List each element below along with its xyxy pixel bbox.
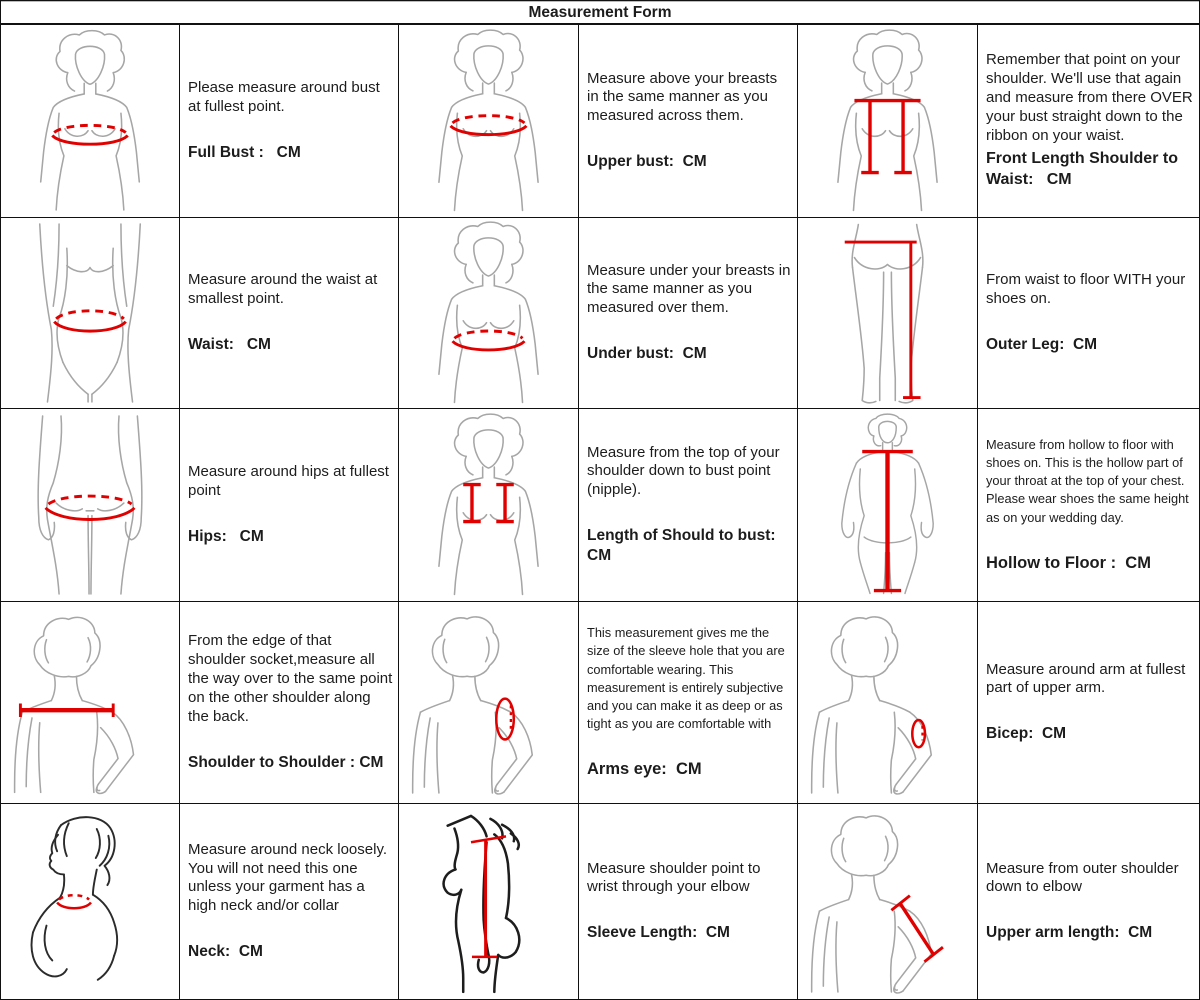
hollow-to-floor-figure bbox=[798, 409, 978, 602]
measure-instruction: Measure shoulder point to wrist through your elbow bbox=[587, 859, 761, 896]
measure-instruction: Measure around neck loosely. You will not need this one unless your garment has a high neck and/or collar bbox=[188, 840, 387, 915]
measure-instruction: Measure from the top of your shoulder down to bust point (nipple). bbox=[587, 443, 780, 499]
waist-illustration bbox=[3, 220, 177, 406]
measure-instruction: Measure around arm at fullest part of upper arm. bbox=[986, 660, 1186, 697]
measure-label: Front Length Shoulder to Waist: CM bbox=[986, 149, 1183, 188]
measure-instruction: Measure from hollow to floor with shoes on. This is the hollow part of your throat at the top of your chest. Please wear shoes the same height as on your wedding day. bbox=[986, 436, 1189, 525]
hips-figure bbox=[1, 409, 180, 602]
measure-label: Hollow to Floor : CM bbox=[986, 553, 1151, 572]
upper-arm-length-figure bbox=[798, 804, 978, 999]
shoulder-to-shoulder-illustration bbox=[3, 604, 177, 801]
front-length-illustration bbox=[800, 27, 975, 215]
sleeve-length-text-cell bbox=[579, 804, 798, 999]
measure-label: Full Bust : CM bbox=[188, 143, 301, 161]
upper-arm-length-illustration bbox=[800, 806, 975, 997]
sleeve-length-illustration bbox=[401, 806, 576, 997]
outer-leg-text-cell bbox=[978, 218, 1199, 409]
measure-label: Neck: CM bbox=[188, 943, 263, 961]
measure-label: Shoulder to Shoulder : CM bbox=[188, 753, 384, 771]
arms-eye-figure bbox=[399, 602, 579, 804]
under-bust-text-cell bbox=[579, 218, 798, 409]
measure-instruction: Measure around the waist at smallest point. bbox=[188, 271, 378, 307]
arms-eye-illustration bbox=[401, 604, 576, 801]
upper-bust-figure bbox=[399, 25, 579, 218]
neck-illustration bbox=[3, 806, 177, 997]
measure-label: Sleeve Length: CM bbox=[587, 924, 730, 942]
outer-leg-illustration bbox=[800, 220, 975, 406]
shoulder-to-shoulder-figure bbox=[1, 602, 180, 804]
neck-figure bbox=[1, 804, 180, 999]
measure-label: Upper bust: CM bbox=[587, 153, 707, 171]
upper-arm-length-text-cell bbox=[978, 804, 1199, 999]
front-length-figure bbox=[798, 25, 978, 218]
shoulder-to-bust-illustration bbox=[401, 411, 576, 599]
waist-figure bbox=[1, 218, 180, 409]
shoulder-to-shoulder-text-cell bbox=[180, 602, 399, 804]
full-bust-illustration bbox=[3, 27, 177, 215]
bicep-illustration bbox=[800, 604, 975, 801]
full-bust-text-cell bbox=[180, 25, 399, 218]
outer-leg-figure bbox=[798, 218, 978, 409]
upper-bust-illustration bbox=[401, 27, 576, 215]
sleeve-length-figure bbox=[399, 804, 579, 999]
measure-label: Length of Should to bust: CM bbox=[587, 527, 785, 565]
measure-instruction: Measure from outer shoulder down to elbow bbox=[986, 859, 1179, 896]
measure-instruction: Measure above your breasts in the same manner as you measured across them. bbox=[587, 69, 778, 125]
measure-label: Outer Leg: CM bbox=[986, 335, 1098, 353]
bicep-figure bbox=[798, 602, 978, 804]
hollow-to-floor-text-cell bbox=[978, 409, 1199, 602]
measure-label: Bicep: CM bbox=[986, 725, 1067, 743]
hollow-to-floor-illustration bbox=[800, 411, 975, 599]
hips-text-cell bbox=[180, 409, 399, 602]
measure-instruction: Measure under your breasts in the same manner as you measured over them. bbox=[587, 261, 791, 317]
page-title: Measurement Form bbox=[1, 1, 1199, 25]
under-bust-figure bbox=[399, 218, 579, 409]
measure-instruction: Measure around hips at fullest point bbox=[188, 463, 389, 499]
measure-label: Upper arm length: CM bbox=[986, 924, 1153, 942]
front-length-text-cell bbox=[978, 25, 1199, 218]
upper-bust-text-cell bbox=[579, 25, 798, 218]
measure-instruction: This measurement gives me the size of the sleeve hole that you are comfortable wearing. This measurement is entirely subjective and you can make it as deep or as tight as you are comfortable with bbox=[587, 625, 785, 732]
neck-text-cell bbox=[180, 804, 399, 999]
measure-instruction: From waist to floor WITH your shoes on. bbox=[986, 271, 1186, 307]
shoulder-to-bust-text-cell bbox=[579, 409, 798, 602]
shoulder-to-bust-figure bbox=[399, 409, 579, 602]
measure-label: Arms eye: CM bbox=[587, 760, 702, 779]
arms-eye-text-cell bbox=[579, 602, 798, 804]
waist-text-cell bbox=[180, 218, 399, 409]
full-bust-figure bbox=[1, 25, 180, 218]
measure-instruction: From the edge of that shoulder socket,measure all the way over to the same point on the other shoulder along the back. bbox=[188, 632, 393, 725]
measure-label: Waist: CM bbox=[188, 335, 271, 353]
measure-label: Hips: CM bbox=[188, 527, 264, 545]
bicep-text-cell bbox=[978, 602, 1199, 804]
measure-label: Under bust: CM bbox=[587, 345, 707, 363]
hips-illustration bbox=[3, 411, 177, 599]
under-bust-illustration bbox=[401, 220, 576, 406]
measure-instruction: Please measure around bust at fullest point. bbox=[188, 79, 380, 115]
measure-instruction: Remember that point on your shoulder. We'll use that again and measure from there OVER your bust straight down to the ribbon on your waist. bbox=[986, 51, 1193, 145]
